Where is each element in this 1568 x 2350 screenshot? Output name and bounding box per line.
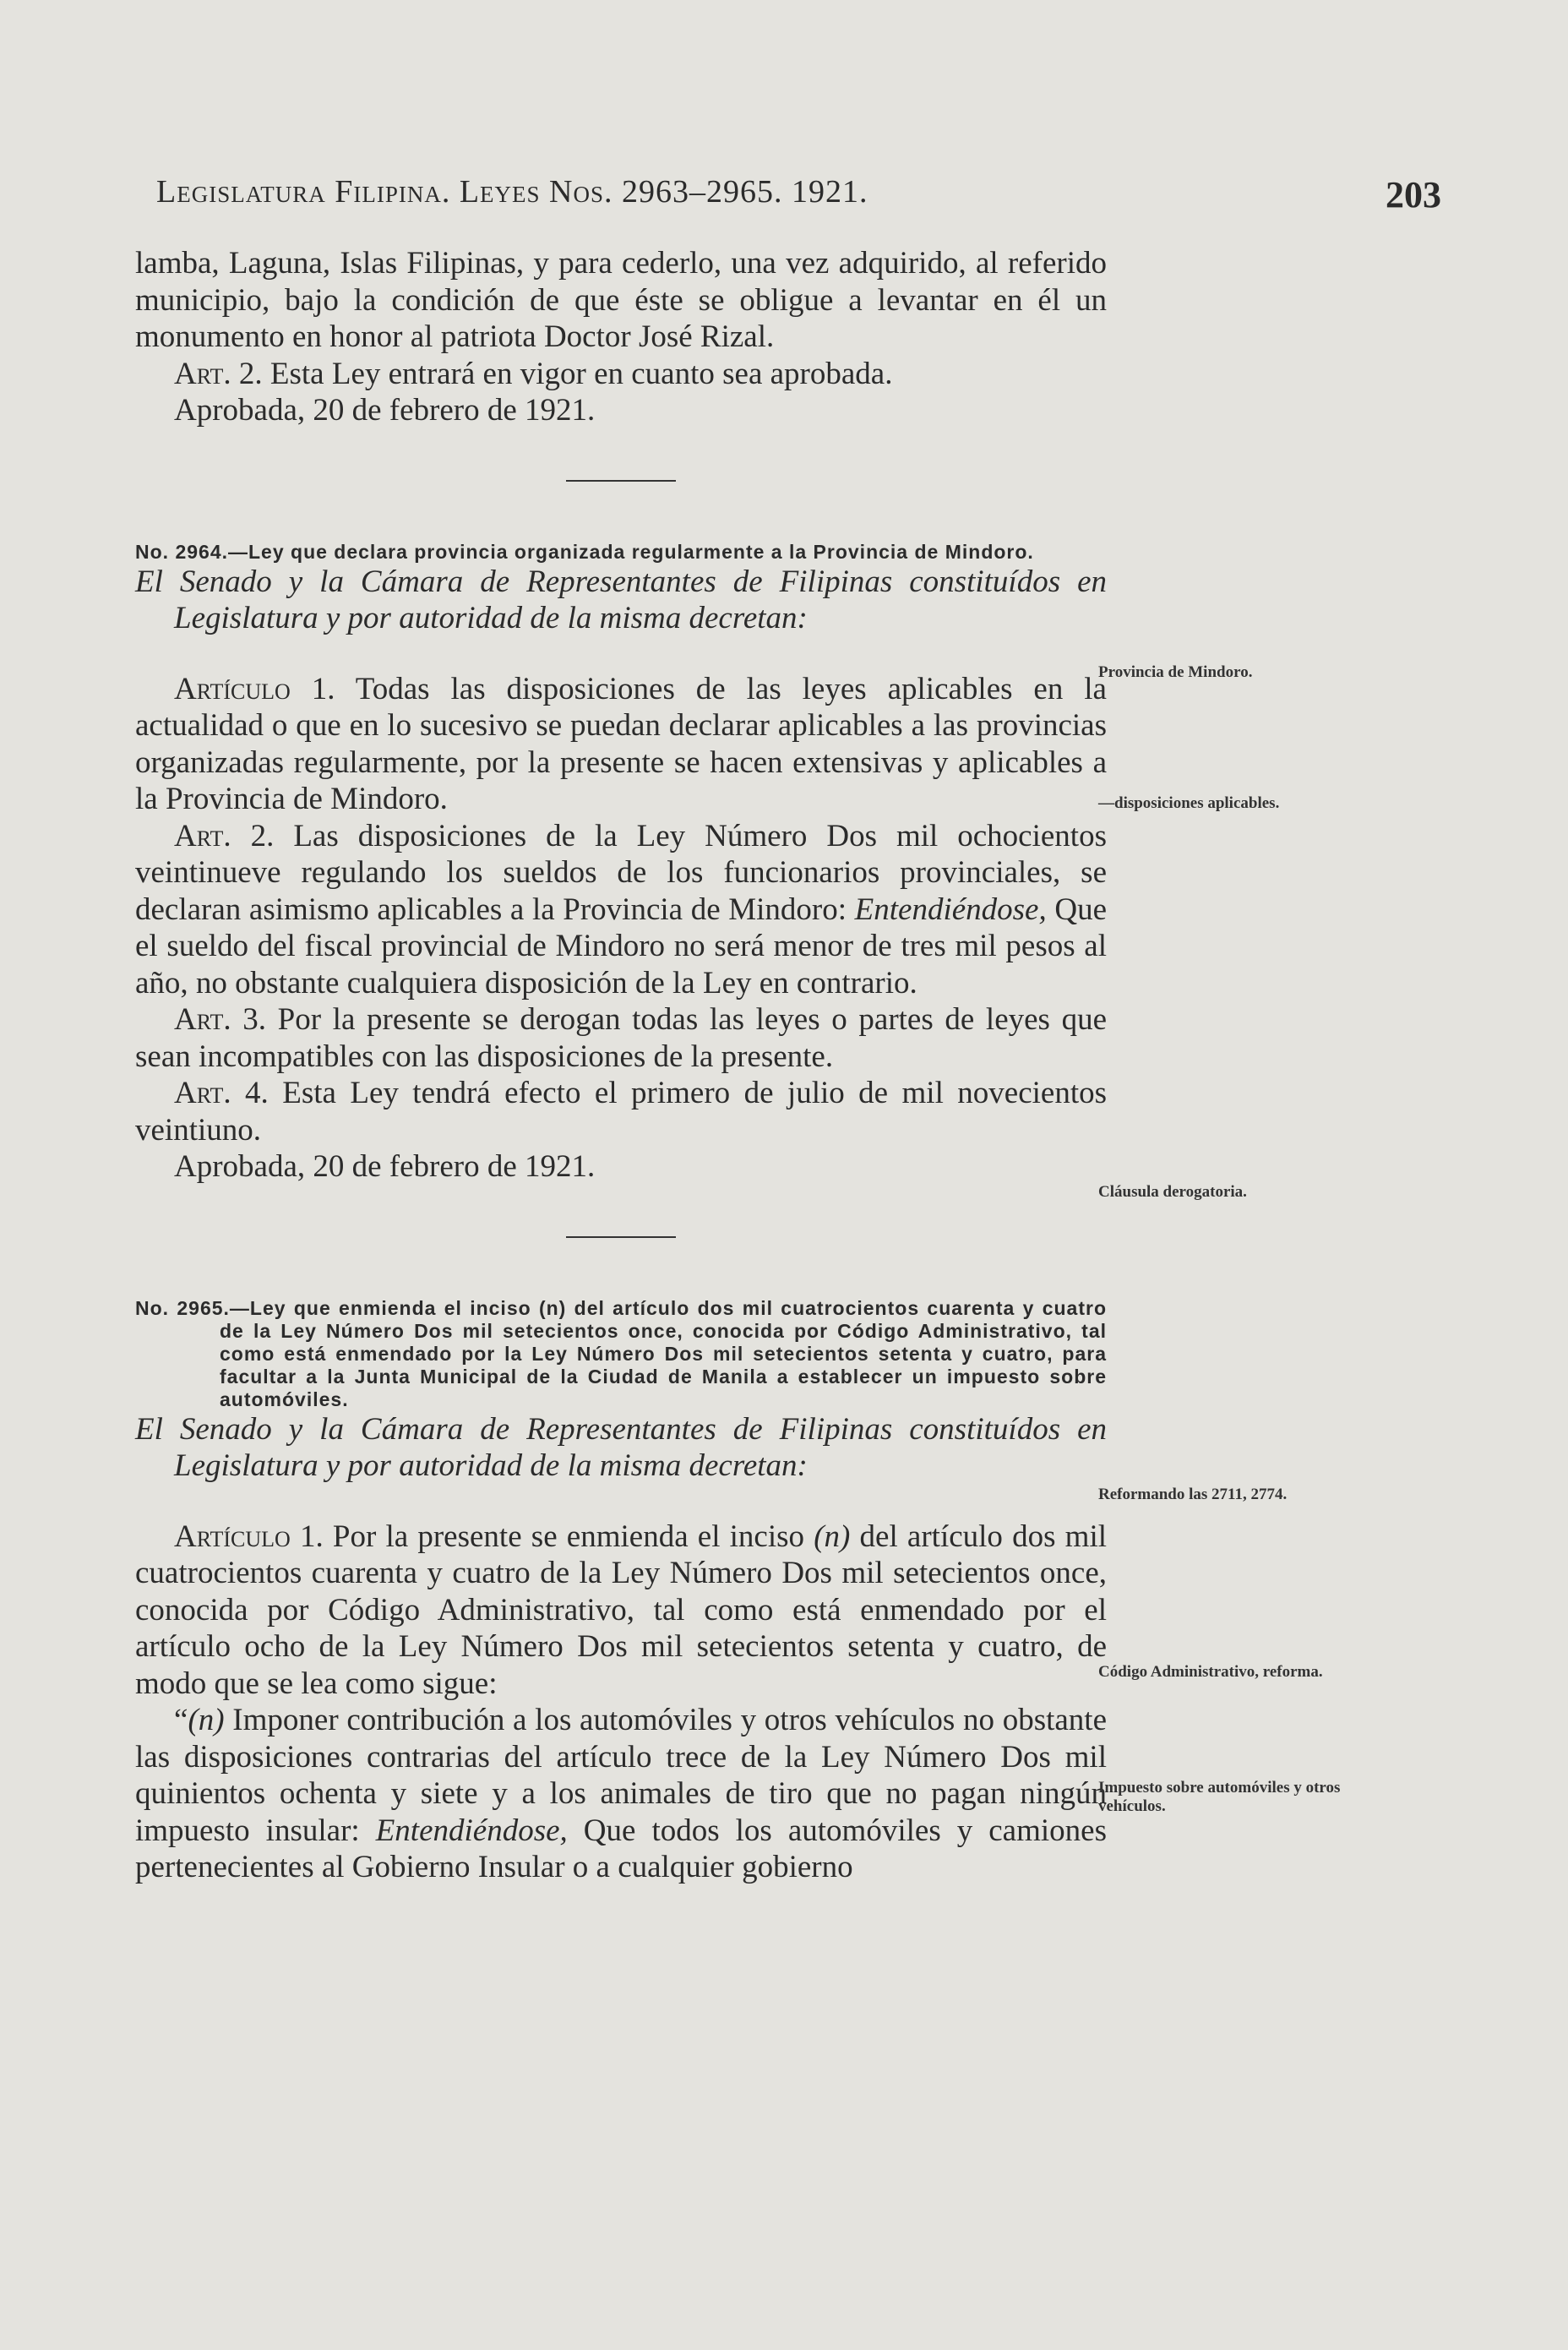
law-2964-article-1: [135, 671, 1107, 818]
law-2964-article-3: [135, 1001, 1107, 1075]
quoted-text: Imponer contribución a los automóviles y otros vehículos no obstante las disposiciones contrarias del artículo trece de la Ley Número Dos mil quinientos ochenta y siete y a los animales de tiro que no pagan ningún impuesto insular:: [135, 1703, 1107, 1848]
section-divider: [566, 1236, 676, 1238]
article-text: Las disposiciones de la Ley Número Dos mil ochocientos veintinueve regulando los sueldos de los funcionarios provinciales, se declaran asimismo aplicables a la Provincia de Mindoro:: [135, 818, 1107, 927]
article-label: Art. 2.: [174, 356, 263, 391]
law-2963-article-2: [135, 356, 1107, 393]
margin-note: Código Administrativo, reforma.: [1098, 1663, 1323, 1681]
article-label: Art. 4.: [174, 1076, 269, 1110]
law-2965-quoted-subsection: [135, 1702, 1107, 1886]
article-text: Esta Ley entrará en vigor en cuanto sea aprobada.: [262, 356, 893, 391]
running-head: Legislatura Filipina. Leyes Nos. 2963–2965. 1921.: [156, 174, 868, 210]
quoted-emphasis: Entendiéndose,: [375, 1813, 568, 1848]
margin-note: Cláusula derogatoria.: [1098, 1183, 1247, 1201]
margin-note: Impuesto sobre automóviles y otros vehículos.: [1098, 1779, 1341, 1815]
article-text: Por la presente se enmienda el inciso: [323, 1519, 814, 1554]
article-label: Artículo 1.: [174, 1519, 324, 1554]
article-label: Artículo 1.: [174, 671, 335, 706]
law-2965-enacting-clause: El Senado y la Cámara de Representantes de Filipinas constituídos en Legislatura y por autoridad de la misma decretan:: [135, 1411, 1107, 1483]
law-2965-article-1: [135, 1519, 1107, 1703]
article-text: Por la presente se derogan todas las leyes o partes de leyes que sean incompatibles con las disposiciones de la presente.: [135, 1002, 1107, 1074]
article-text: Todas las disposiciones de las leyes aplicables en la actualidad o que en lo sucesivo se puedan declarar aplicables a las provincias organizadas regularmente, por la presente se hacen extensivas y aplicables a la Provincia de Mindoro.: [135, 671, 1107, 816]
subsection-letter: (n): [814, 1519, 851, 1554]
page-body: [135, 245, 1107, 1886]
margin-note: Reformando las 2711, 2774.: [1098, 1486, 1288, 1503]
quoted-text: Que todos los automóviles y camiones pertenecientes al Gobierno Insular o a cualquier gobierno: [135, 1813, 1107, 1884]
law-2965-heading: No. 2965.—Ley que enmienda el inciso (n) del artículo dos mil cuatrocientos cuarenta y cuatro de la Ley Número Dos mil setecientos once, conocida por Código Administrativo, tal como está enmendado por la Ley Número Dos mil setecientos setenta y cuatro, para facultar a la Junta Municipal de la Ciudad de Manila a establecer un impuesto sobre automóviles.: [135, 1296, 1107, 1410]
article-label: Art. 3.: [174, 1002, 267, 1037]
article-label: Art. 2.: [174, 818, 275, 853]
law-2964-enacting-clause: El Senado y la Cámara de Representantes de Filipinas constituídos en Legislatura y por autoridad de la misma decretan:: [135, 564, 1107, 635]
article-text: Que el sueldo del fiscal provincial de Mindoro no será menor de tres mil pesos al año, no obstante cualquiera disposición de la Ley en contrario.: [135, 891, 1107, 1001]
law-2964-heading: No. 2964.—Ley que declara provincia organizada regularmente a la Provincia de Mindoro.: [135, 540, 1034, 563]
law-2964-article-2: [135, 818, 1107, 1002]
law-2963-paragraph: lamba, Laguna, Islas Filipinas, y para cederlo, una vez adquirido, al referido municipio, bajo la condición de que éste se obligue a levantar en él un monumento en honor al patriota Doctor José Rizal.: [135, 246, 1107, 354]
margin-note: Provincia de Mindoro.: [1098, 663, 1253, 681]
law-2963-approval: Aprobada, 20 de febrero de 1921.: [174, 393, 596, 428]
article-emphasis: Entendiéndose,: [854, 891, 1047, 927]
law-2964-approval: Aprobada, 20 de febrero de 1921.: [174, 1149, 596, 1184]
margin-note: —disposiciones aplicables.: [1098, 794, 1280, 812]
quote-mark: “: [174, 1703, 188, 1737]
page-number: 203: [1386, 174, 1441, 215]
law-2964-article-4: [135, 1075, 1107, 1148]
article-text: del artículo dos mil cuatrocientos cuarenta y cuatro de la Ley Número Dos mil setecientos once, conocida por Código Administrativo, tal como está enmendado por el artículo ocho de la Ley Número Dos mil setecientos setenta y cuatro, de modo que se lea como sigue:: [135, 1519, 1107, 1701]
subsection-letter: (n): [188, 1703, 225, 1737]
section-divider: [566, 480, 676, 482]
article-text: Esta Ley tendrá efecto el primero de julio de mil novecientos veintiuno.: [135, 1076, 1107, 1148]
